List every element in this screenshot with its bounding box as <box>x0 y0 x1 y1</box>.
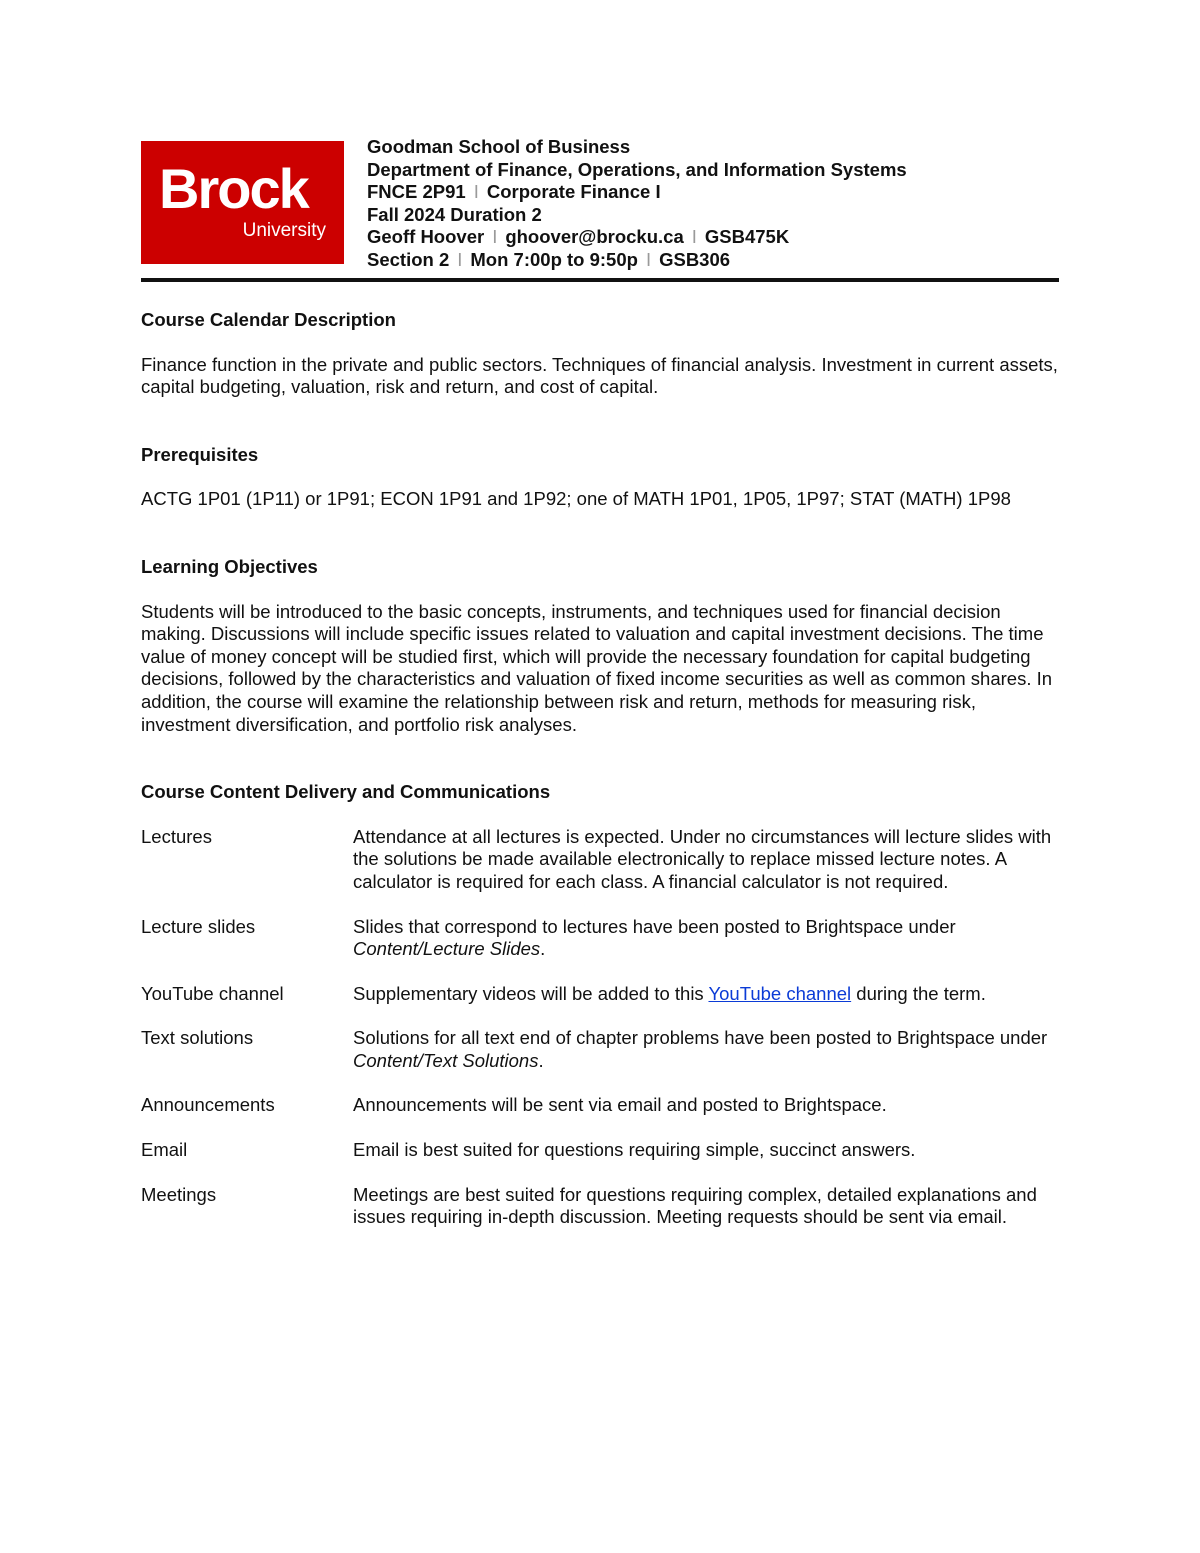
row-text-part: . <box>540 938 546 960</box>
delivery-row-email <box>141 1139 1059 1162</box>
youtube-channel-link[interactable]: YouTube channel <box>708 982 852 1004</box>
row-text-part: Slides that correspond to lectures have been posted to Brightspace under <box>353 915 956 937</box>
section-title: Prerequisites <box>141 443 259 465</box>
section-prerequisites <box>141 444 1059 511</box>
row-text: Attendance at all lectures is expected. Under no circumstances will lecture slides with the solutions be made available electronically to replace missed lecture notes. A calculator is required for each class. A financial calculator is not required. <box>353 825 1052 892</box>
brightspace-path: Content/Text Solutions <box>353 1049 539 1071</box>
separator: I <box>457 248 463 270</box>
row-label: Lectures <box>141 825 212 847</box>
row-label: Meetings <box>141 1183 217 1205</box>
section-delivery <box>141 781 1059 1229</box>
delivery-row-youtube <box>141 983 1059 1006</box>
delivery-row-meetings <box>141 1184 1059 1229</box>
delivery-row-text-solutions <box>141 1027 1059 1072</box>
row-label: Announcements <box>141 1094 275 1116</box>
prerequisites-text: ACTG 1P01 (1P11) or 1P91; ECON 1P91 and 1P92; one of MATH 1P01, 1P05, 1P97; STAT (MATH) 1P98 <box>141 488 1011 510</box>
separator: I <box>691 226 697 248</box>
row-text-part: Solutions for all text end of chapter problems have been posted to Brightspace under <box>353 1027 1048 1049</box>
row-label: YouTube channel <box>141 982 284 1004</box>
row-text-part: during the term. <box>851 982 986 1004</box>
row-text: Meetings are best suited for questions requiring complex, detailed explanations and issues requiring in-depth discussion. Meeting requests should be sent via email. <box>353 1183 1037 1228</box>
class-room: GSB306 <box>659 248 731 270</box>
row-label: Lecture slides <box>141 915 256 937</box>
syllabus-body <box>141 309 1059 1229</box>
school-name: Goodman School of Business <box>367 136 631 157</box>
logo-subtitle: University <box>242 220 326 241</box>
row-text: Announcements will be sent via email and posted to Brightspace. <box>353 1094 887 1116</box>
header-info <box>367 136 1067 272</box>
brightspace-path: Content/Lecture Slides <box>353 938 541 960</box>
course-name: Corporate Finance I <box>486 181 661 203</box>
section-learning-objectives <box>141 556 1059 736</box>
row-text: Email is best suited for questions requiring simple, succinct answers. <box>353 1139 916 1161</box>
row-text-part: Supplementary videos will be added to this <box>353 982 709 1004</box>
delivery-row-lecture-slides <box>141 916 1059 961</box>
delivery-row-announcements <box>141 1094 1059 1117</box>
section-title: Course Content Delivery and Communications <box>141 781 551 803</box>
section-line <box>367 249 1067 272</box>
class-time: Mon 7:00p to 9:50p <box>470 248 638 270</box>
row-text <box>353 1027 1059 1072</box>
instructor-office: GSB475K <box>704 226 790 248</box>
section-calendar <box>141 309 1059 399</box>
row-label: Text solutions <box>141 1027 254 1049</box>
section-title: Learning Objectives <box>141 555 318 577</box>
separator: I <box>645 248 652 270</box>
brock-university-logo <box>141 141 344 264</box>
separator: I <box>492 226 498 248</box>
delivery-row-lectures <box>141 826 1059 894</box>
calendar-description: Finance function in the private and public sectors. Techniques of financial analysis. Investment in current assets, capital budgeting, valuation, risk and return, and cost of capital. <box>141 353 1058 398</box>
row-text <box>353 983 1059 1006</box>
instructor-line <box>367 226 1067 249</box>
separator: I <box>473 181 479 203</box>
instructor-name: Geoff Hoover <box>367 226 485 248</box>
row-text-part: . <box>538 1049 544 1071</box>
logo-wordmark: Brock <box>159 157 308 220</box>
header-divider <box>141 278 1059 282</box>
row-text <box>353 916 1059 961</box>
section-number: Section 2 <box>367 248 450 270</box>
course-line <box>367 181 1067 204</box>
course-code: FNCE 2P91 <box>367 181 466 203</box>
section-title: Course Calendar Description <box>141 309 396 330</box>
department-name: Department of Finance, Operations, and Information Systems <box>367 158 907 180</box>
row-label: Email <box>141 1139 188 1161</box>
instructor-email[interactable]: ghoover@brocku.ca <box>505 226 684 248</box>
term: Fall 2024 Duration 2 <box>367 203 542 225</box>
learning-objectives-text: Students will be introduced to the basic concepts, instruments, and techniques used for financial decision making. Discussions will include specific issues related to valuation and capital investment decisions. The time value of money concept will be studied first, which will provide the necessary foundation for capital budgeting decisions, followed by the characteristics and valuation of fixed income securities as well as common shares. In addition, the course will examine the relationship between risk and return, methods for measuring risk, investment diversification, and portfolio risk analyses. <box>141 600 1053 735</box>
